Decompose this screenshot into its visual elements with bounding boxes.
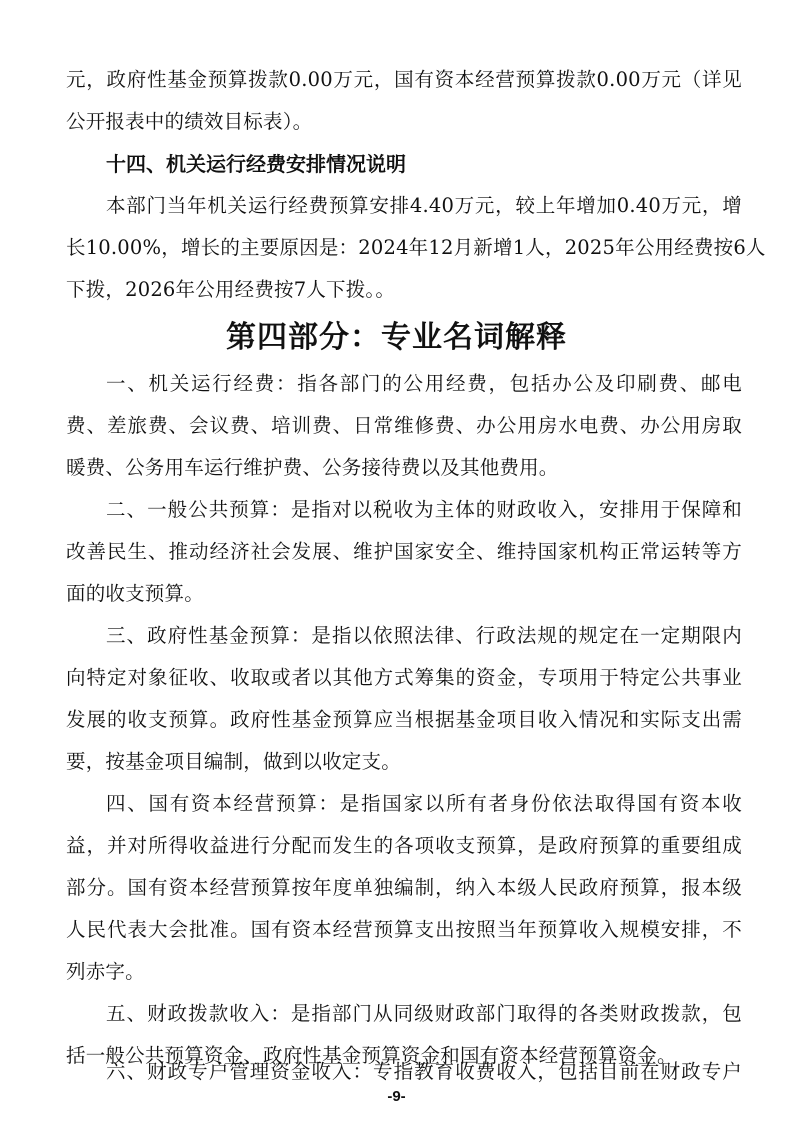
term-line: 四、国有资本经营预算：是指国家以所有者身份依法取得国有资本收 [106,792,742,815]
term-line: 部分。国有资本经营预算按年度单独编制，纳入本级人民政府预算，报本级 [66,876,742,899]
term-line: 六、财政专户管理资金收入：专指教育收费收入，包括目前在财政专户 [106,1060,742,1083]
term-line: 向特定对象征收、收取或者以其他方式筹集的资金，专项用于特定公共事业 [66,666,742,689]
term-line: 列赤字。 [66,960,145,983]
body-text-line: 公开报表中的绩效目标表）。 [66,110,313,133]
term-line: 暖费、公务用车运行维护费、公务接待费以及其他费用。 [66,456,559,479]
term-line: 三、政府性基金预算：是指以依照法律、行政法规的规定在一定期限内 [106,624,742,647]
body-text-line: 元，政府性基金预算拨款0.00万元，国有资本经营预算拨款0.00万元（详见 [66,68,742,91]
page-number: -9- [387,1088,406,1105]
body-text-line: 长10.00%，增长的主要原因是：2024年12月新增1人，2025年公用经费按6人 [66,236,766,259]
term-line: 面的收支预算。 [66,582,204,605]
section-heading: 十四、机关运行经费安排情况说明 [106,152,406,176]
term-line: 改善民生、推动经济社会发展、维护国家安全、维持国家机构正常运转等方 [66,540,742,563]
part-title: 第四部分：专业名词解释 [226,320,567,355]
term-line: 五、财政拨款收入：是指部门从同级财政部门取得的各类财政拨款，包 [106,1002,742,1025]
term-line: 一、机关运行经费：指各部门的公用经费，包括办公及印刷费、邮电 [106,372,742,395]
term-line: 人民代表大会批准。国有资本经营预算支出按照当年预算收入规模安排，不 [66,918,742,941]
body-text-line: 下拨，2026年公用经费按7人下拨。。 [66,278,396,301]
term-line: 费、差旅费、会议费、培训费、日常维修费、办公用房水电费、办公用房取 [66,414,742,437]
term-line: 益，并对所得收益进行分配而发生的各项收支预算，是政府预算的重要组成 [66,834,742,857]
term-line: 要，按基金项目编制，做到以收定支。 [66,750,401,773]
term-line: 括一般公共预算资金、政府性基金预算资金和国有资本经营预算资金。 [66,1044,677,1067]
term-line: 二、一般公共预算：是指对以税收为主体的财政收入，安排用于保障和 [106,498,742,521]
body-text-line: 本部门当年机关运行经费预算安排4.40万元，较上年增加0.40万元，增 [106,194,742,217]
term-line: 发展的收支预算。政府性基金预算应当根据基金项目收入情况和实际支出需 [66,708,742,731]
